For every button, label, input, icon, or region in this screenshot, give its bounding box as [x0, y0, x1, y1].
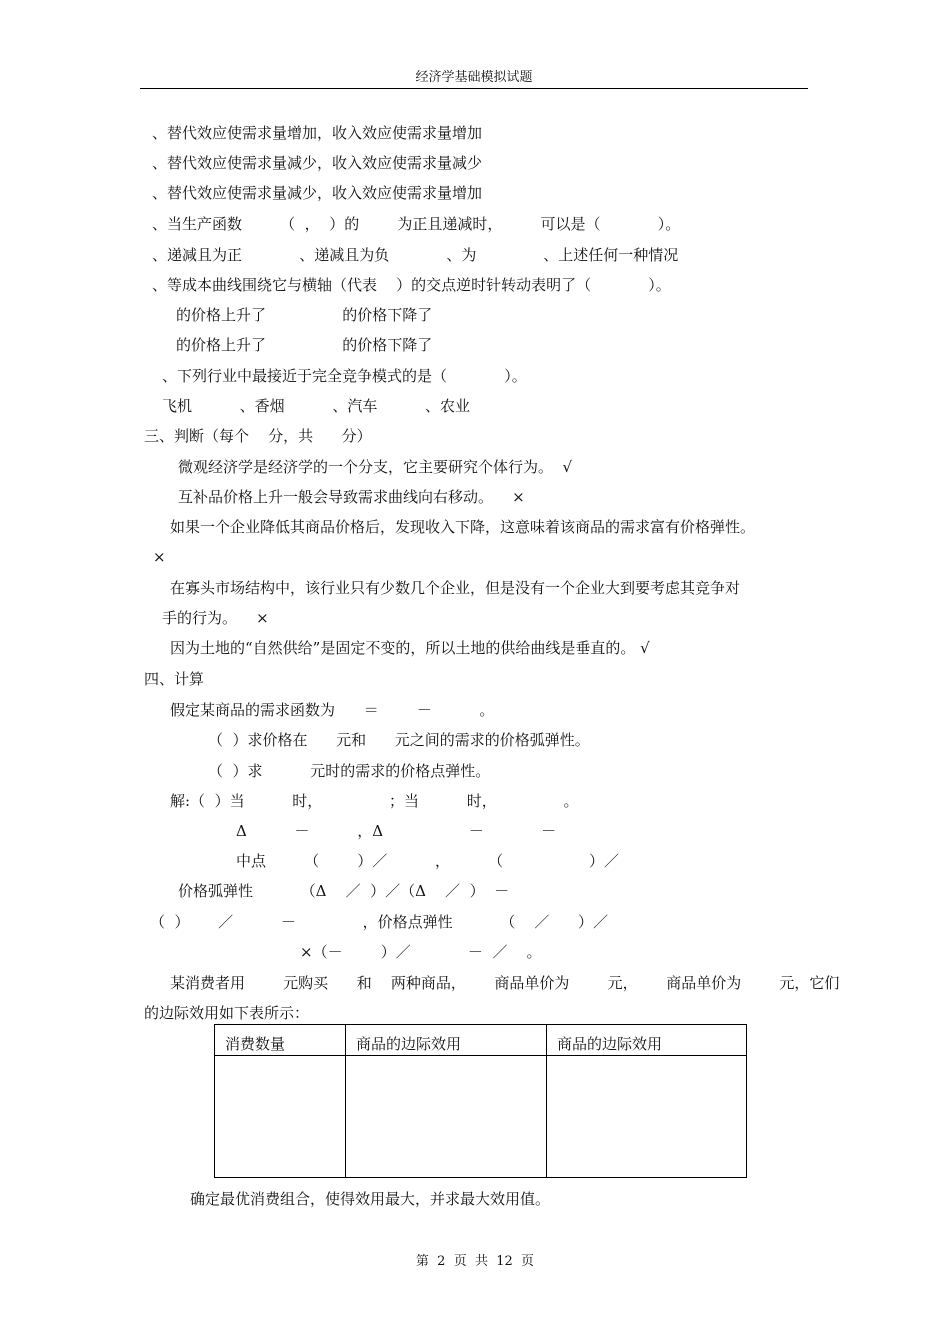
marginal-utility-table [214, 1024, 747, 1178]
table-header-cell: 商品的边际效用 [547, 1025, 747, 1056]
table-header-row [215, 1025, 747, 1056]
option-line: 、替代效应使需求量增加，收入效应使需求量增加 [152, 124, 483, 142]
solution-line: （ ） ／ － ，价格点弹性 （ ／ ）／ [150, 913, 608, 931]
option-line: 、替代效应使需求量减少，收入效应使需求量增加 [152, 184, 483, 202]
option-line: 飞机 、香烟 、汽车 、农业 [162, 397, 471, 415]
judgement-line: 在寡头市场结构中，该行业只有少数几个企业，但是没有一个企业大到要考虑其竞争对 [170, 579, 741, 597]
judgement-mark: × [153, 548, 166, 566]
option-line: 的价格上升了 的价格下降了 [176, 306, 433, 324]
section-heading: 三、判断（每个 分，共 分） [144, 427, 372, 445]
table-cell [547, 1056, 747, 1178]
judgement-line: 手的行为。 × [162, 609, 269, 627]
judgement-line: 因为土地的“自然供给”是固定不变的，所以土地的供给曲线是垂直的。 √ [170, 639, 650, 657]
problem-line: 确定最优消费组合，使得效用最大，并求最大效用值。 [190, 1190, 551, 1208]
option-line: 、递减且为正 、递减且为负 、为 、上述任何一种情况 [152, 246, 679, 264]
option-line: 、替代效应使需求量减少，收入效应使需求量减少 [152, 154, 483, 172]
question-line: 、当生产函数 （ ， ）的 为正且递减时， 可以是（ ）。 [152, 215, 681, 233]
table-header-cell: 消费数量 [215, 1025, 346, 1056]
page-footer: 第 2 页 共 12 页 [415, 1254, 535, 1269]
page-header: 经济学基础模拟试题 [140, 70, 808, 89]
problem-line: （ ）求价格在 元和 元之间的需求的价格弧弹性。 [208, 731, 590, 749]
question-line: 、下列行业中最接近于完全竞争模式的是（ ）。 [162, 367, 527, 385]
question-line: 、等成本曲线围绕它与横轴（代表 ）的交点逆时针转动表明了（ ）。 [152, 276, 671, 294]
problem-line: （ ）求 元时的需求的价格点弹性。 [208, 762, 491, 780]
judgement-line: 互补品价格上升一般会导致需求曲线向右移动。 × [178, 488, 525, 506]
table-cell [215, 1056, 346, 1178]
judgement-line: 微观经济学是经济学的一个分支，它主要研究个体行为。 √ [178, 458, 573, 476]
problem-line: 的边际效用如下表所示： [144, 1004, 310, 1022]
solution-line: 价格弧弹性 （Δ ／ ）／（Δ ／ ） － [178, 882, 510, 900]
solution-line: ×（－ ）／ － ／ 。 [300, 943, 542, 961]
section-heading: 四、计算 [144, 670, 205, 688]
solution-line: Δ － ，Δ － － [236, 822, 557, 840]
solution-line: 中点 （ ）／ ， （ ）／ [236, 852, 619, 870]
table-row [215, 1056, 747, 1178]
judgement-line: 如果一个企业降低其商品价格后，发现收入下降，这意味着该商品的需求富有价格弹性。 [170, 518, 756, 536]
table-header-cell: 商品的边际效用 [346, 1025, 547, 1056]
option-line: 的价格上升了 的价格下降了 [176, 336, 433, 354]
table-cell [346, 1056, 547, 1178]
problem-line: 假定某商品的需求函数为 ＝ － 。 [170, 701, 495, 719]
solution-line: 解:（ ）当 时， ；当 时， 。 [170, 792, 579, 810]
problem-line: 某消费者用 元购买 和 两种商品， 商品单价为 元， 商品单价为 元，它们 [170, 974, 840, 992]
